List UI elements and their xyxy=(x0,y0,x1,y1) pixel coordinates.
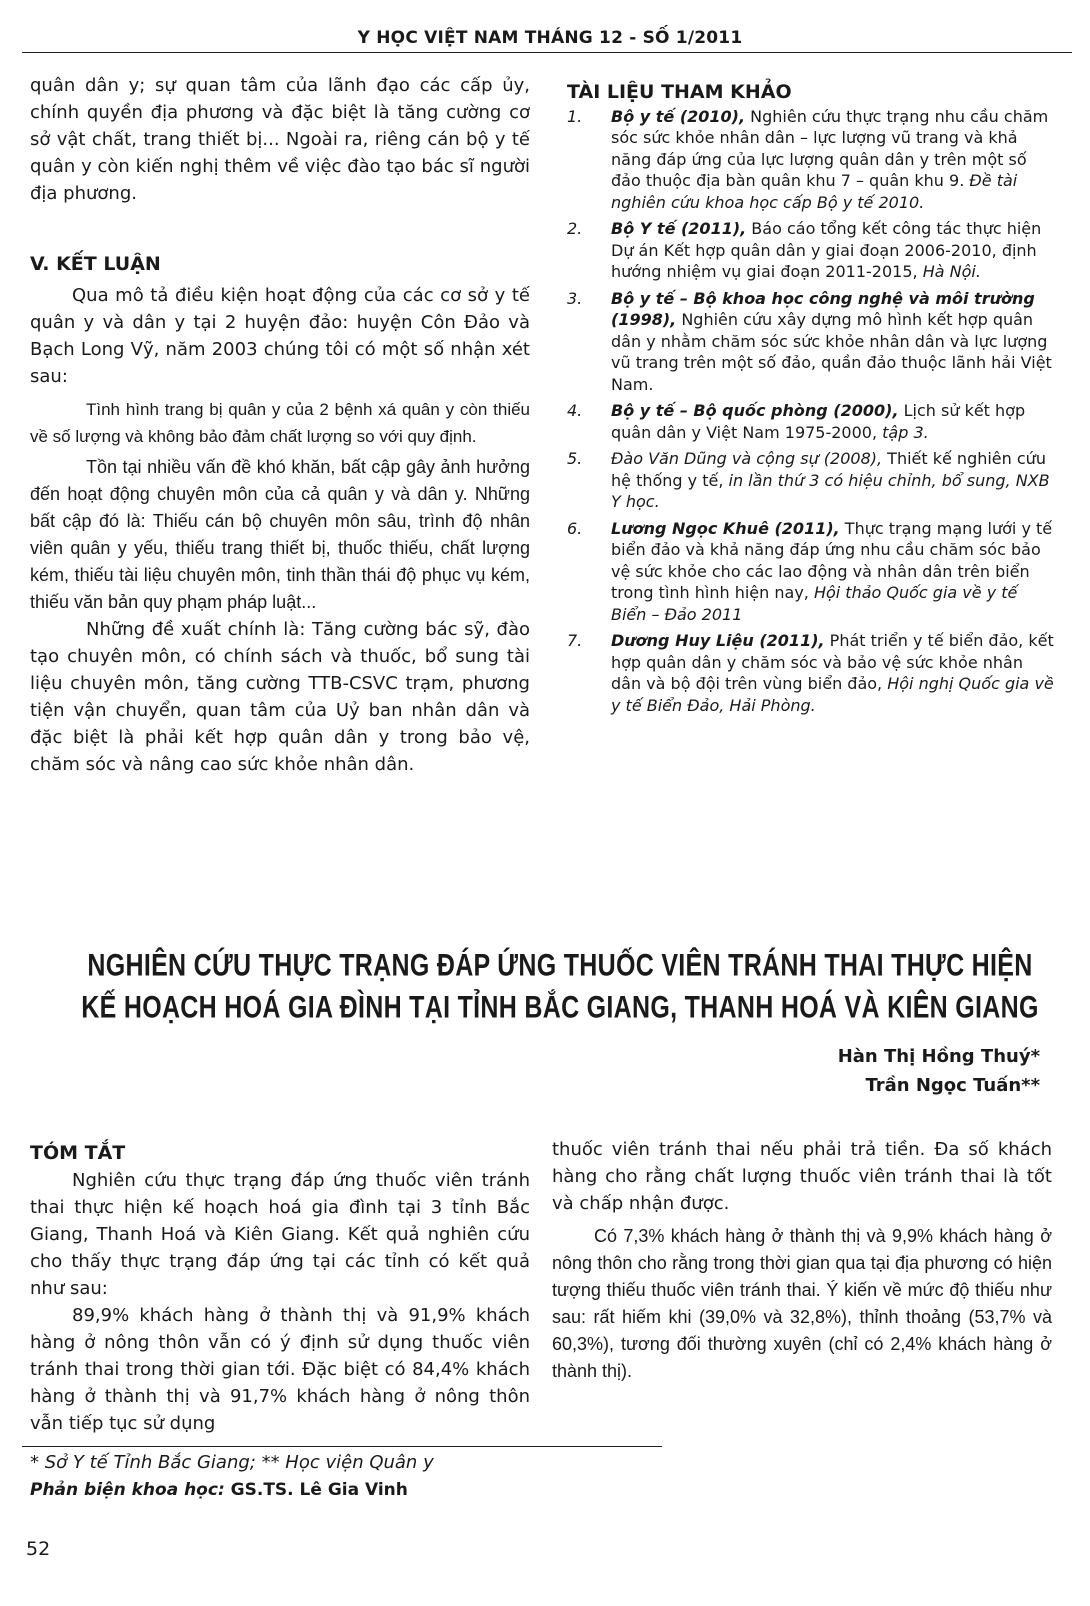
conclusion-paragraph-4: Những đề xuất chính là: Tăng cường bác sỹ, đào tạo chuyên môn, có chính sách và thuốc, bổ sung tài liệu chuyên môn, tăng cường TTB-CSVC trạm, phương tiện vận chuyển, quan tâm của Uỷ ban nhân dân và đặc biệt là phải kết hợp quân dân y trong bảo vệ, chăm sóc và nâng cao sức khỏe nhân dân. xyxy=(30,619,530,775)
abstract-paragraph-3: thuốc viên tránh thai nếu phải trả tiền. Đa số khách hàng cho rằng chất lượng thuốc viên tránh thai là tốt và chấp nhận được. xyxy=(552,1139,1052,1214)
reference-item: 5. Đào Văn Dũng và cộng sự (2008), Thiết kế nghiên cứu hệ thống y tế, in lần thứ 3 có hiệu chỉnh, bổ sung, NXB Y học. xyxy=(567,449,1050,511)
author-1: Hàn Thị Hồng Thuý* xyxy=(837,1046,1040,1067)
footnote-reviewer xyxy=(30,1480,408,1500)
header-rule xyxy=(22,52,1072,53)
conclusion-paragraph-2: Tình hình trang bị quân y của 2 bệnh xá quân y còn thiếu về số lượng và không bảo đảm chất lượng so với quy định. xyxy=(30,400,530,446)
conclusion-heading: V. KẾT LUẬN xyxy=(30,253,161,275)
article-title-line-2: KẾ HOẠCH HOÁ GIA ĐÌNH TẠI TỈNH BẮC GIANG, THANH HOÁ VÀ KIÊN GIANG xyxy=(81,990,1039,1025)
reviewer-name: GS.TS. Lê Gia Vinh xyxy=(224,1480,408,1500)
intro-paragraph: quân dân y; sự quan tâm của lãnh đạo các cấp ủy, chính quyền địa phương và đặc biệt là tăng cường cơ sở vật chất, trang thiết bị... Ngoài ra, riêng cán bộ y tế quân y còn kiến nghị thêm về việc đào tạo bác sĩ người địa phương. xyxy=(30,75,530,204)
abstract-paragraph-2: 89,9% khách hàng ở thành thị và 91,9% khách hàng ở nông thôn vẫn có ý định sử dụng thuốc viên tránh thai trong thời gian tới. Đặc biệt có 84,4% khách hàng ở thành thị và 91,7% khách hàng ở nông thôn vẫn tiếp tục sử dụng xyxy=(30,1305,530,1434)
reference-item: 3. Bộ y tế – Bộ khoa học công nghệ và môi trường (1998), Nghiên cứu xây dựng mô hình kết hợp quân dân y nhằm chăm sóc sức khỏe nhân dân và lực lượng vũ trang trên một số đảo, quần đảo thuộc lãnh hải Việt Nam. xyxy=(567,288,1052,394)
conclusion-paragraph-1: Qua mô tả điều kiện hoạt động của các cơ sở y tế quân y và dân y tại 2 huyện đảo: huyện Côn Đảo và Bạch Long Vỹ, năm 2003 chúng tôi có một số nhận xét sau: xyxy=(30,285,530,387)
reference-item: 4. Bộ y tế – Bộ quốc phòng (2000), Lịch sử kết hợp quân dân y Việt Nam 1975-2000, tập 3. xyxy=(567,401,1026,442)
references-list xyxy=(567,106,1057,717)
conclusion-paragraph-3: Tồn tại nhiều vấn đề khó khăn, bất cập gây ảnh hưởng đến hoạt động chuyên môn của cả quân y và dân y. Những bất cập đó là: Thiếu cán bộ chuyên môn sâu, trình độ nhân viên quân y yếu, thiếu trang thiết bị, thuốc thiếu, chất lượng kém, thiếu tài liệu chuyên môn, tinh thần thái độ phục vụ kém, thiếu văn bản quy phạm pháp luật... xyxy=(30,457,530,612)
reference-item: 1. Bộ y tế (2010), Nghiên cứu thực trạng nhu cầu chăm sóc sức khỏe nhân dân – lực lượng vũ trang và khả năng đáp ứng của lực lượng quân dân y trên một số đảo thuộc địa bàn quân khu 7 – quân khu 9. Đề tài nghiên cứu khoa học cấp Bộ y tế 2010. xyxy=(567,106,1049,212)
page-number: 52 xyxy=(26,1538,51,1560)
abstract-heading: TÓM TẮT xyxy=(30,1142,126,1164)
reference-item: 2. Bộ Y tế (2011), Báo cáo tổng kết công tác thực hiện Dự án Kết hợp quân dân y giai đoạn 2006-2010, định hướng nhiệm vụ giai đoạn 2011-2015, Hà Nội. xyxy=(567,219,1042,281)
author-2: Trần Ngọc Tuấn** xyxy=(865,1075,1040,1096)
reviewer-label: Phản biện khoa học: xyxy=(30,1480,225,1500)
abstract-left-column xyxy=(30,1140,530,1437)
references-heading: TÀI LIỆU THAM KHẢO xyxy=(567,81,792,103)
references-section xyxy=(567,82,1057,721)
abstract-paragraph-1: Nghiên cứu thực trạng đáp ứng thuốc viên tránh thai thực hiện kế hoạch hoá gia đình tại 3 tỉnh Bắc Giang, Thanh Hoá và Kiên Giang. Kết quả nghiên cứu cho thấy thực trạng đáp ứng tại các tỉnh có kết quả như sau: xyxy=(30,1170,530,1299)
footnote-rule xyxy=(22,1446,662,1447)
article-title-line-1: NGHIÊN CỨU THỰC TRẠNG ĐÁP ỨNG THUỐC VIÊN TRÁNH THAI THỰC HIỆN xyxy=(87,948,1033,983)
reference-item: 6. Lương Ngọc Khuê (2011), Thực trạng mạng lưới y tế biển đảo và khả năng đáp ứng nhu cầu chăm sóc bảo vệ sức khỏe cho các lao động và nhân dân trên biển trong tình hình hiện nay, Hội thảo Quốc gia về y tế Biển – Đảo 2011 xyxy=(567,518,1053,624)
journal-header: Y HỌC VIỆT NAM THÁNG 12 - SỐ 1/2011 xyxy=(357,28,743,48)
abstract-right-column xyxy=(552,1136,1052,1385)
left-column-top xyxy=(30,72,530,778)
abstract-paragraph-4: Có 7,3% khách hàng ở thành thị và 9,9% khách hàng ở nông thôn cho rằng trong thời gian qua tại địa phương có hiện tượng thiếu thuốc viên tránh thai. Ý kiến về mức độ thiếu như sau: rất hiếm khi (39,0% và 32,8%), thỉnh thoảng (53,7% và 60,3%), tương đối thường xuyên (chỉ có 2,4% khách hàng ở thành thị). xyxy=(552,1226,1052,1381)
reference-item: 7. Dương Huy Liệu (2011), Phát triển y tế biển đảo, kết hợp quân dân y chăm sóc và bảo vệ sức khỏe nhân dân và bộ đội trên vùng biển đảo, Hội nghị Quốc gia về y tế Biển Đảo, Hải Phòng. xyxy=(567,631,1054,715)
authors xyxy=(838,1042,1040,1100)
footnote-affiliations: * Sở Y tế Tỉnh Bắc Giang; ** Học viện Quân y xyxy=(30,1452,434,1473)
